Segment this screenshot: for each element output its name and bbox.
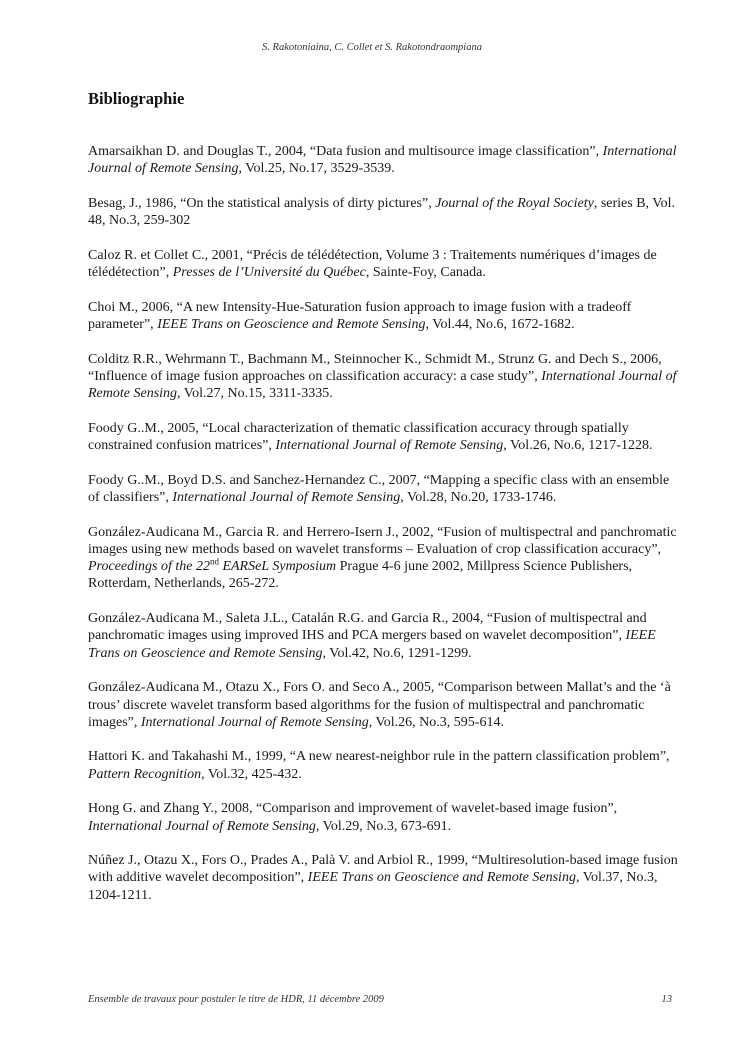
journal-title: International Journal of Remote Sensing <box>172 489 401 505</box>
reference-item: Caloz R. et Collet C., 2001, “Précis de télédétection, Volume 3 : Traitements numériques d’images de télédétection”, Presses de l’Université du Québec, Sainte-Foy, Canada. <box>88 247 657 281</box>
page-footer <box>88 994 672 1005</box>
reference-item: Colditz R.R., Wehrmann T., Bachmann M., Steinnocher K., Schmidt M., Strunz G. and Dech S., 2006, “Influence of image fusion approaches on classification accuracy: a case study”, International Journal of Remote Sensing, Vol.27, No.15, 3311-3335. <box>88 351 677 402</box>
journal-title: IEEE Trans on Geoscience and Remote Sensing <box>157 316 426 332</box>
page-number: 13 <box>661 994 672 1005</box>
reference-item: Foody G..M., 2005, “Local characterization of thematic classification accuracy through spatially constrained confusion matrices”, International Journal of Remote Sensing, Vol.26, No.6, 1217-1228. <box>88 420 653 454</box>
journal-title: IEEE Trans on Geoscience and Remote Sensing <box>307 870 576 886</box>
reference-item: Foody G..M., Boyd D.S. and Sanchez-Hernandez C., 2007, “Mapping a specific class with an ensemble of classifiers”, International Journal of Remote Sensing, Vol.28, No.20, 1733-1746. <box>88 472 670 505</box>
section-title: Bibliographie <box>88 89 185 108</box>
reference-item: González-Audicana M., Garcia R. and Herrero-Isern J., 2002, “Fusion of multispectral and panchromatic images using new methods based on wavelet transforms – Evaluation of crop classification accuracy”, Proceedings of the 22nd EARSeL Symposium Prague 4-6 june 2002, Millpress Science Publishers, Rotterdam, Netherlands, 265-272. <box>88 524 677 592</box>
journal-title: Presses de l’Université du Québec <box>172 265 366 281</box>
running-header: S. Rakotoniaina, C. Collet et S. Rakotondraompiana <box>262 42 482 53</box>
journal-title: IEEE Trans on Geoscience and Remote Sensing <box>88 628 656 661</box>
journal-title: Journal of the Royal Society <box>435 195 594 211</box>
reference-item: Hong G. and Zhang Y., 2008, “Comparison and improvement of wavelet-based image fusion”, International Journal of Remote Sensing, Vol.29, No.3, 673-691. <box>88 801 618 834</box>
footer-text: Ensemble de travaux pour postuler le titre de HDR, 11 décembre 2009 <box>88 994 384 1005</box>
reference-item: González-Audicana M., Otazu X., Fors O. and Seco A., 2005, “Comparison between Mallat’s and the ‘à trous’ discrete wavelet transform based algorithms for the fusion of multispectral and panchromatic images”, International Journal of Remote Sensing, Vol.26, No.3, 595-614. <box>88 680 671 730</box>
journal-title: International Journal of Remote Sensing <box>275 438 504 454</box>
journal-title: International Journal of Remote Sensing <box>88 144 677 177</box>
reference-item: González-Audicana M., Saleta J.L., Catalán R.G. and Garcia R., 2004, “Fusion of multispectral and panchromatic images using improved IHS and PCA mergers based on wavelet decomposition”, IEEE Trans on Geoscience and Remote Sensing, Vol.42, No.6, 1291-1299. <box>88 611 656 661</box>
journal-title: Pattern Recognition, <box>88 766 205 782</box>
superscript: nd <box>209 556 219 567</box>
journal-title: International Journal of Remote Sensing <box>140 714 369 730</box>
reference-item: Choi M., 2006, “A new Intensity-Hue-Saturation fusion approach to image fusion with a tradeoff parameter”, IEEE Trans on Geoscience and Remote Sensing, Vol.44, No.6, 1672-1682. <box>88 299 632 332</box>
reference-item: Núñez J., Otazu X., Fors O., Prades A., Palà V. and Arbiol R., 1999, “Multiresolution-based image fusion with additive wavelet decomposition”, IEEE Trans on Geoscience and Remote Sensing, Vol.37, No.3, 1204-1211. <box>88 853 678 903</box>
reference-item: Besag, J., 1986, “On the statistical analysis of dirty pictures”, Journal of the Royal Society, series B, Vol. 48, No.3, 259-302 <box>88 195 675 229</box>
journal-title: International Journal of Remote Sensing <box>88 368 677 402</box>
journal-title: International Journal of Remote Sensing <box>88 818 316 834</box>
reference-list <box>88 143 678 921</box>
journal-title: Proceedings of the 22 <box>88 559 210 575</box>
reference-item: Hattori K. and Takahashi M., 1999, “A new nearest-neighbor rule in the pattern classification problem”, Pattern Recognition, Vol.32, 425-432. <box>88 749 670 782</box>
journal-title-continued: EARSeL Symposium <box>218 559 337 575</box>
reference-item: Amarsaikhan D. and Douglas T., 2004, “Data fusion and multisource image classification”, International Journal of Remote Sensing, Vol.25, No.17, 3529-3539. <box>88 144 677 177</box>
